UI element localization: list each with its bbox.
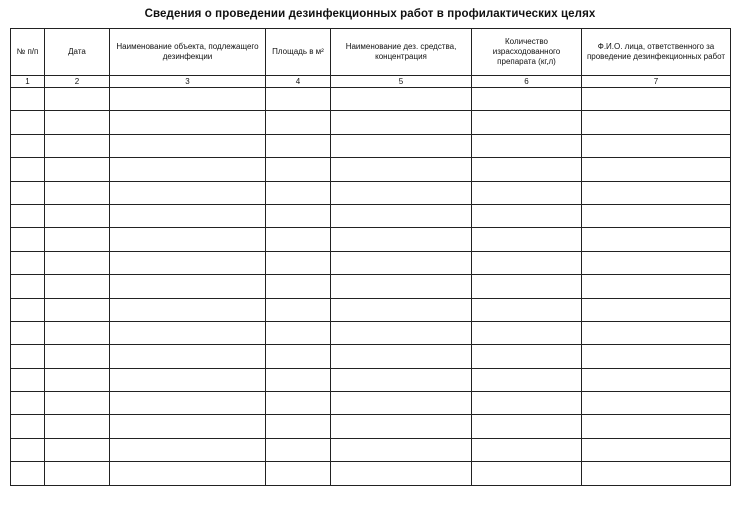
table-cell[interactable]: [45, 228, 110, 251]
table-cell[interactable]: [331, 134, 472, 157]
table-row: [11, 462, 731, 485]
table-cell[interactable]: [110, 181, 266, 204]
table-cell[interactable]: [472, 204, 582, 227]
table-cell[interactable]: [472, 298, 582, 321]
table-row: [11, 181, 731, 204]
table-cell[interactable]: [472, 111, 582, 134]
table-cell[interactable]: [11, 204, 45, 227]
column-header-number: № п/п: [11, 29, 45, 76]
table-cell[interactable]: [582, 111, 731, 134]
table-cell[interactable]: [472, 158, 582, 181]
table-cell[interactable]: [45, 415, 110, 438]
table-cell[interactable]: [45, 438, 110, 461]
table-row: [11, 415, 731, 438]
table-cell[interactable]: [266, 438, 331, 461]
table-cell[interactable]: [110, 321, 266, 344]
table-row: [11, 228, 731, 251]
table-cell[interactable]: [11, 134, 45, 157]
table-cell[interactable]: [11, 181, 45, 204]
table-cell[interactable]: [472, 438, 582, 461]
table-cell[interactable]: [11, 392, 45, 415]
table-cell[interactable]: [110, 392, 266, 415]
table-cell[interactable]: [331, 181, 472, 204]
column-number: 1: [11, 76, 45, 88]
table-cell[interactable]: [266, 345, 331, 368]
table-cell[interactable]: [110, 228, 266, 251]
table-cell[interactable]: [266, 415, 331, 438]
table-cell[interactable]: [582, 228, 731, 251]
table-cell[interactable]: [110, 251, 266, 274]
table-cell[interactable]: [45, 298, 110, 321]
table-cell[interactable]: [331, 415, 472, 438]
table-cell[interactable]: [110, 275, 266, 298]
table-cell[interactable]: [472, 321, 582, 344]
table-cell[interactable]: [582, 462, 731, 485]
column-number: 2: [45, 76, 110, 88]
table-cell[interactable]: [266, 462, 331, 485]
table-cell[interactable]: [331, 298, 472, 321]
table-row: [11, 158, 731, 181]
table-cell[interactable]: [582, 134, 731, 157]
table-cell[interactable]: [266, 228, 331, 251]
column-header-area: Площадь в м²: [266, 29, 331, 76]
column-number: 5: [331, 76, 472, 88]
column-number: 4: [266, 76, 331, 88]
table-cell[interactable]: [266, 392, 331, 415]
table-cell[interactable]: [331, 438, 472, 461]
table-cell[interactable]: [266, 368, 331, 391]
table-cell[interactable]: [45, 368, 110, 391]
table-cell[interactable]: [472, 275, 582, 298]
table-cell[interactable]: [472, 88, 582, 111]
column-header-responsible: Ф.И.О. лица, ответственного за проведение дезинфекционных работ: [582, 29, 731, 76]
table-cell[interactable]: [582, 345, 731, 368]
table-cell[interactable]: [266, 158, 331, 181]
column-header-quantity: Количество израсходованного препарата (кг,л): [472, 29, 582, 76]
table-cell[interactable]: [11, 415, 45, 438]
table-cell[interactable]: [582, 438, 731, 461]
column-header-object: Наименование объекта, подлежащего дезинфекции: [110, 29, 266, 76]
table-row: [11, 321, 731, 344]
table-cell[interactable]: [331, 88, 472, 111]
table-row: [11, 345, 731, 368]
table-cell[interactable]: [110, 345, 266, 368]
table-cell[interactable]: [11, 298, 45, 321]
table-cell[interactable]: [331, 158, 472, 181]
table-cell[interactable]: [472, 345, 582, 368]
table-cell[interactable]: [45, 345, 110, 368]
table-cell[interactable]: [11, 228, 45, 251]
column-number: 7: [582, 76, 731, 88]
table-cell[interactable]: [582, 298, 731, 321]
table-cell[interactable]: [582, 321, 731, 344]
table-row: [11, 275, 731, 298]
table-cell[interactable]: [45, 134, 110, 157]
table-row: [11, 438, 731, 461]
table-cell[interactable]: [331, 345, 472, 368]
table-cell[interactable]: [110, 438, 266, 461]
table-cell[interactable]: [11, 251, 45, 274]
table-cell[interactable]: [266, 251, 331, 274]
table-cell[interactable]: [266, 298, 331, 321]
table-cell[interactable]: [266, 134, 331, 157]
table-cell[interactable]: [45, 321, 110, 344]
table-cell[interactable]: [582, 368, 731, 391]
table-cell[interactable]: [11, 275, 45, 298]
table-cell[interactable]: [331, 111, 472, 134]
table-cell[interactable]: [11, 438, 45, 461]
table-cell[interactable]: [11, 368, 45, 391]
table-cell[interactable]: [331, 228, 472, 251]
table-cell[interactable]: [45, 204, 110, 227]
table-cell[interactable]: [331, 462, 472, 485]
document-title: Сведения о проведении дезинфекционных работ в профилактических целях: [144, 8, 596, 20]
table-cell[interactable]: [110, 298, 266, 321]
table-cell[interactable]: [331, 251, 472, 274]
column-number: 3: [110, 76, 266, 88]
table-cell[interactable]: [582, 204, 731, 227]
table-cell[interactable]: [11, 111, 45, 134]
column-header-date: Дата: [45, 29, 110, 76]
table-cell[interactable]: [472, 134, 582, 157]
table-cell[interactable]: [266, 181, 331, 204]
table-cell[interactable]: [582, 88, 731, 111]
table-cell[interactable]: [331, 204, 472, 227]
table-row: [11, 298, 731, 321]
table-cell[interactable]: [582, 392, 731, 415]
table-row: [11, 392, 731, 415]
table-cell[interactable]: [582, 415, 731, 438]
table-cell[interactable]: [266, 204, 331, 227]
table-cell[interactable]: [11, 462, 45, 485]
table-cell[interactable]: [45, 275, 110, 298]
table-cell[interactable]: [11, 158, 45, 181]
table-cell[interactable]: [110, 88, 266, 111]
table-cell[interactable]: [582, 275, 731, 298]
table-cell[interactable]: [266, 275, 331, 298]
table-cell[interactable]: [266, 321, 331, 344]
header-row: [11, 29, 731, 76]
table-cell[interactable]: [45, 158, 110, 181]
table-cell[interactable]: [45, 88, 110, 111]
table-cell[interactable]: [45, 462, 110, 485]
table-cell[interactable]: [45, 392, 110, 415]
table-cell[interactable]: [110, 111, 266, 134]
table-cell[interactable]: [110, 415, 266, 438]
table-cell[interactable]: [110, 158, 266, 181]
table-cell[interactable]: [45, 251, 110, 274]
table-cell[interactable]: [582, 158, 731, 181]
table-cell[interactable]: [45, 181, 110, 204]
column-number: 6: [472, 76, 582, 88]
table-cell[interactable]: [110, 134, 266, 157]
table-row: [11, 88, 731, 111]
table-cell[interactable]: [472, 251, 582, 274]
table-cell[interactable]: [472, 462, 582, 485]
table-cell[interactable]: [331, 275, 472, 298]
table-row: [11, 111, 731, 134]
column-number-row: [11, 76, 731, 88]
table-row: [11, 134, 731, 157]
table-cell[interactable]: [582, 251, 731, 274]
table-cell[interactable]: [331, 368, 472, 391]
table-cell[interactable]: [472, 368, 582, 391]
table-cell[interactable]: [266, 111, 331, 134]
table-cell[interactable]: [472, 415, 582, 438]
table-cell[interactable]: [266, 88, 331, 111]
table-cell[interactable]: [472, 228, 582, 251]
table-cell[interactable]: [582, 181, 731, 204]
column-header-disinfectant: Наименование дез. средства, концентрация: [331, 29, 472, 76]
table-cell[interactable]: [110, 204, 266, 227]
table-row: [11, 204, 731, 227]
table-cell[interactable]: [472, 181, 582, 204]
table-cell[interactable]: [472, 392, 582, 415]
table-cell[interactable]: [45, 111, 110, 134]
table-cell[interactable]: [331, 321, 472, 344]
table-cell[interactable]: [110, 368, 266, 391]
table-cell[interactable]: [11, 88, 45, 111]
table-row: [11, 251, 731, 274]
disinfection-log-table: [10, 28, 731, 486]
table-row: [11, 368, 731, 391]
table-cell[interactable]: [11, 345, 45, 368]
table-cell[interactable]: [110, 462, 266, 485]
table-cell[interactable]: [11, 321, 45, 344]
table-cell[interactable]: [331, 392, 472, 415]
